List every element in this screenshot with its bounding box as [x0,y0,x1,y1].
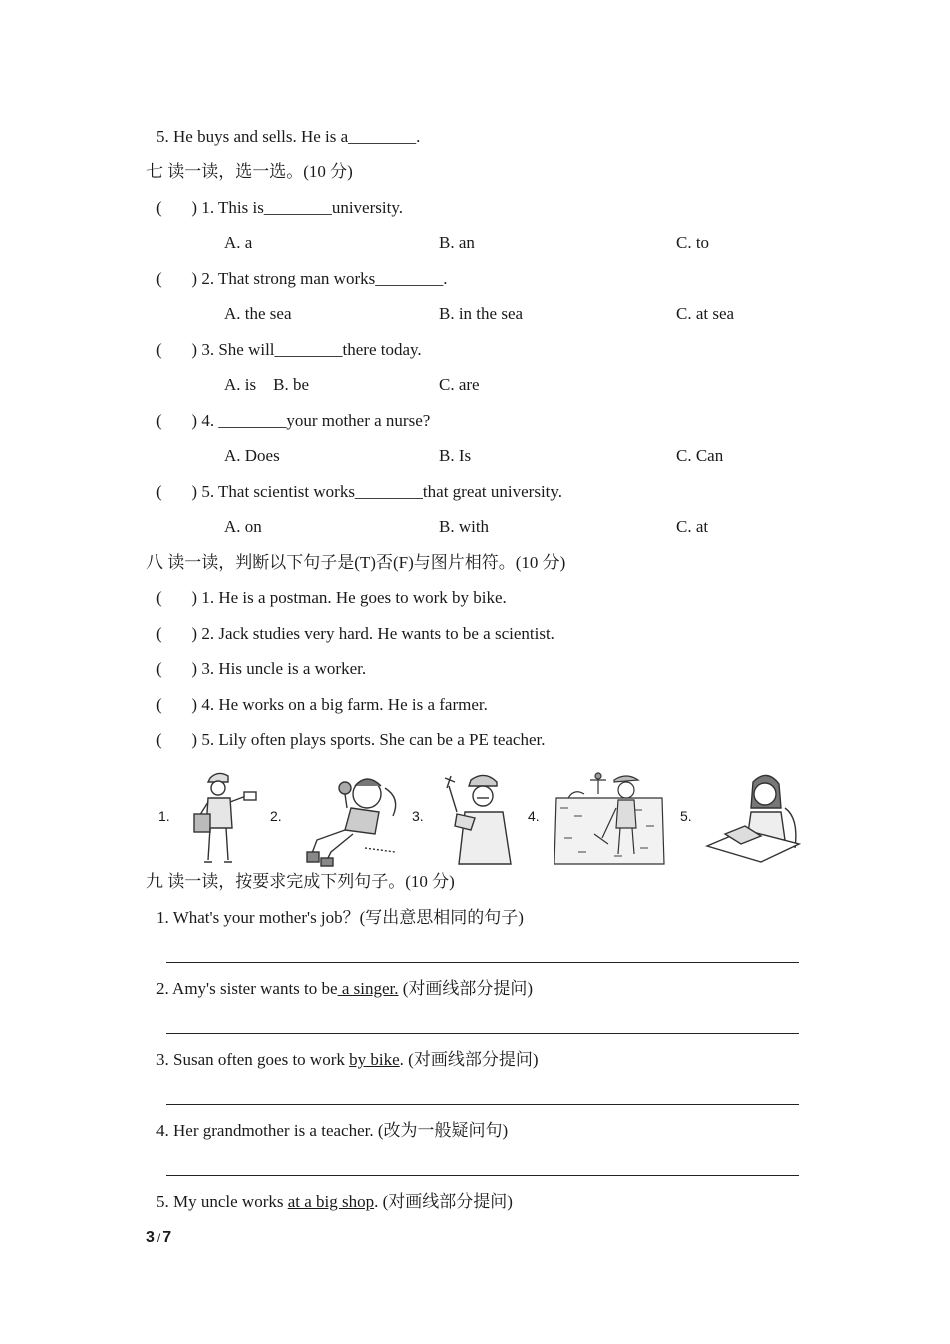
s7-q2-stem: ( ) 2. That strong man works________. [156,269,448,288]
page-slash: / [156,1231,161,1245]
s8-statement-3: ( ) 3. His uncle is a worker. [156,659,367,678]
s9-q4-text: 4. Her grandmother is a teacher. (改为一般疑问句) [156,1121,509,1140]
picture-label-2: 2. [270,808,282,824]
s7-q1-stem: ( ) 1. This is________university. [156,198,403,217]
s7-q2-option-b: B. in the sea [439,304,524,323]
page-number [146,1229,171,1247]
s9-q3-answer-line[interactable] [166,1104,799,1105]
page-total: 7 [162,1229,172,1246]
s7-q3-stem: ( ) 3. She will________there today. [156,340,422,359]
s7-q5-stem: ( ) 5. That scientist works________that great university. [156,482,563,501]
s9-q2-instruction: (对画线部分提问) [398,979,534,998]
s7-q4-option-a: A. Does [224,446,280,465]
picture-label-3: 3. [412,808,424,824]
s9-q4 [156,1120,508,1142]
section9-title: 九 读一读，按要求完成下列句子。(10 分) [146,872,455,891]
s9-q3-text: 3. Susan often goes to work [156,1050,350,1069]
s7-q5-option-c: C. at [676,517,709,536]
s8-statement-2: ( ) 2. Jack studies very hard. He wants to be a scientist. [156,624,555,643]
s9-q2-text: 2. Amy's sister wants to be [156,979,338,998]
s9-q3-underlined: by bike [349,1050,400,1069]
girl-reading-illustration [705,768,801,868]
s9-q3-instruction: . (对画线部分提问) [399,1050,539,1069]
s7-q1-option-b: B. an [439,233,475,252]
s8-statement-4: ( ) 4. He works on a big farm. He is a farmer. [156,695,488,714]
section8-title: 八 读一读，判断以下句子是(T)否(F)与图片相符。(10 分) [146,553,566,572]
s9-q1-answer-line[interactable] [166,962,799,963]
s7-q3-option-ab: A. is B. be [224,375,309,394]
section7-title: 七 读一读，选一选。(10 分) [146,162,353,181]
s9-q4-answer-line[interactable] [166,1175,799,1176]
s7-q2-option-c: C. at sea [676,304,735,323]
s8-statement-5: ( ) 5. Lily often plays sports. She can be a PE teacher. [156,730,546,749]
s7-q2-option-a: A. the sea [224,304,292,323]
s9-q2 [156,978,533,1000]
s9-q2-underlined: a singer. [337,979,399,998]
s7-q5-option-a: A. on [224,517,262,536]
s9-q5-text: 5. My uncle works [156,1192,288,1211]
s7-q1-option-a: A. a [224,233,253,252]
picture-label-5: 5. [680,808,692,824]
s9-q1 [156,907,524,929]
s9-q1-text: 1. What's your mother's job？(写出意思相同的句子) [156,908,524,927]
s7-q3-option-c: C. are [439,375,480,394]
s9-q5-instruction: . (对画线部分提问) [374,1192,513,1211]
s7-q4-option-b: B. Is [439,446,472,465]
s7-q1-option-c: C. to [676,233,710,252]
boy-reading-illustration [295,768,407,868]
s9-q3 [156,1049,538,1071]
s9-q5-underlined: at a big shop [287,1192,375,1211]
s7-q4-stem: ( ) 4. ________your mother a nurse? [156,411,431,430]
s7-q5-option-b: B. with [439,517,490,536]
s8-statement-1: ( ) 1. He is a postman. He goes to work by bike. [156,588,507,607]
picture-label-1: 1. [158,808,170,824]
prev-question: 5. He buys and sells. He is a________. [156,127,421,146]
picture-label-4: 4. [528,808,540,824]
farmer-illustration [554,768,666,868]
s9-q2-answer-line[interactable] [166,1033,799,1034]
page-current: 3 [146,1229,155,1246]
s9-q5 [156,1191,513,1213]
s7-q4-option-c: C. Can [676,446,724,465]
worker-illustration [437,768,517,868]
postman-illustration [188,768,260,868]
